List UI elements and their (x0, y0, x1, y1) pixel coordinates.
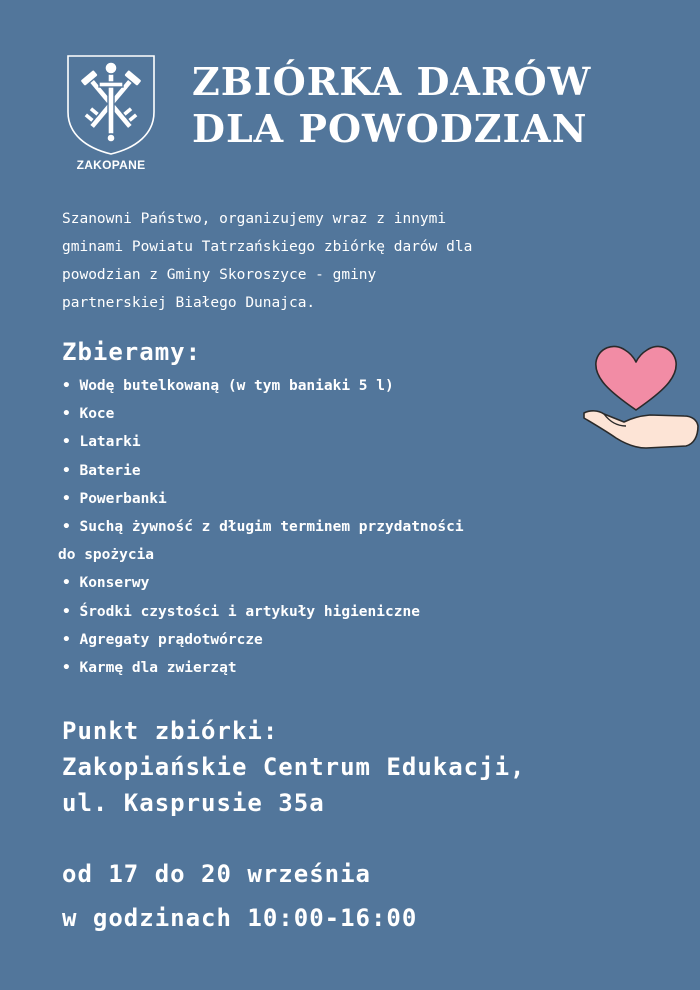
title-line-1: ZBIÓRKA DARÓW (192, 59, 592, 104)
heart-icon (596, 346, 676, 410)
collection-point (62, 713, 682, 821)
list-item-continuation: do spożycia (58, 547, 155, 564)
list-item: • Baterie (62, 462, 141, 479)
collection-dates (62, 852, 682, 940)
intro-line: partnerskiej Białego Dunajca. (62, 295, 316, 311)
collecting-heading: Zbieramy: (62, 338, 202, 366)
open-hand-icon (584, 411, 698, 448)
zakopane-coat-of-arms (62, 52, 160, 177)
list-item: • Powerbanki (62, 490, 167, 507)
collected-items-list (58, 372, 642, 682)
list-item: • Agregaty prądotwórcze (62, 631, 263, 648)
list-item: • Koce (62, 406, 115, 423)
intro-paragraph (62, 205, 622, 317)
crossed-keys-icon (62, 52, 160, 157)
list-item: • Wodę butelkowaną (w tym baniaki 5 l) (62, 378, 394, 394)
heart-in-hand-illustration (580, 340, 700, 455)
opening-hours: w godzinach 10:00-16:00 (62, 904, 418, 932)
collection-point-address: ul. Kasprusie 35a (62, 789, 325, 817)
list-item: • Latarki (62, 434, 141, 451)
page-title (192, 58, 652, 152)
list-item: • Środki czystości i artykuły higieniczne (62, 603, 420, 620)
date-range: od 17 do 20 września (62, 860, 371, 888)
intro-line: gminami Powiatu Tatrzańskiego zbiórkę darów dla (62, 239, 473, 255)
list-item: • Konserwy (62, 575, 150, 592)
collection-point-place: Zakopiańskie Centrum Edukacji, (62, 753, 526, 781)
collection-point-label: Punkt zbiórki: (62, 717, 279, 745)
title-line-2: DLA POWODZIAN (192, 106, 588, 151)
list-item: • Karmę dla zwierząt (62, 660, 237, 677)
logo-caption: ZAKOPANE (76, 158, 146, 172)
list-item: • Suchą żywność z długim terminem przydatności (62, 519, 464, 536)
intro-line: powodzian z Gminy Skoroszyce - gminy (62, 267, 377, 283)
intro-line: Szanowni Państwo, organizujemy wraz z innymi (62, 211, 447, 227)
